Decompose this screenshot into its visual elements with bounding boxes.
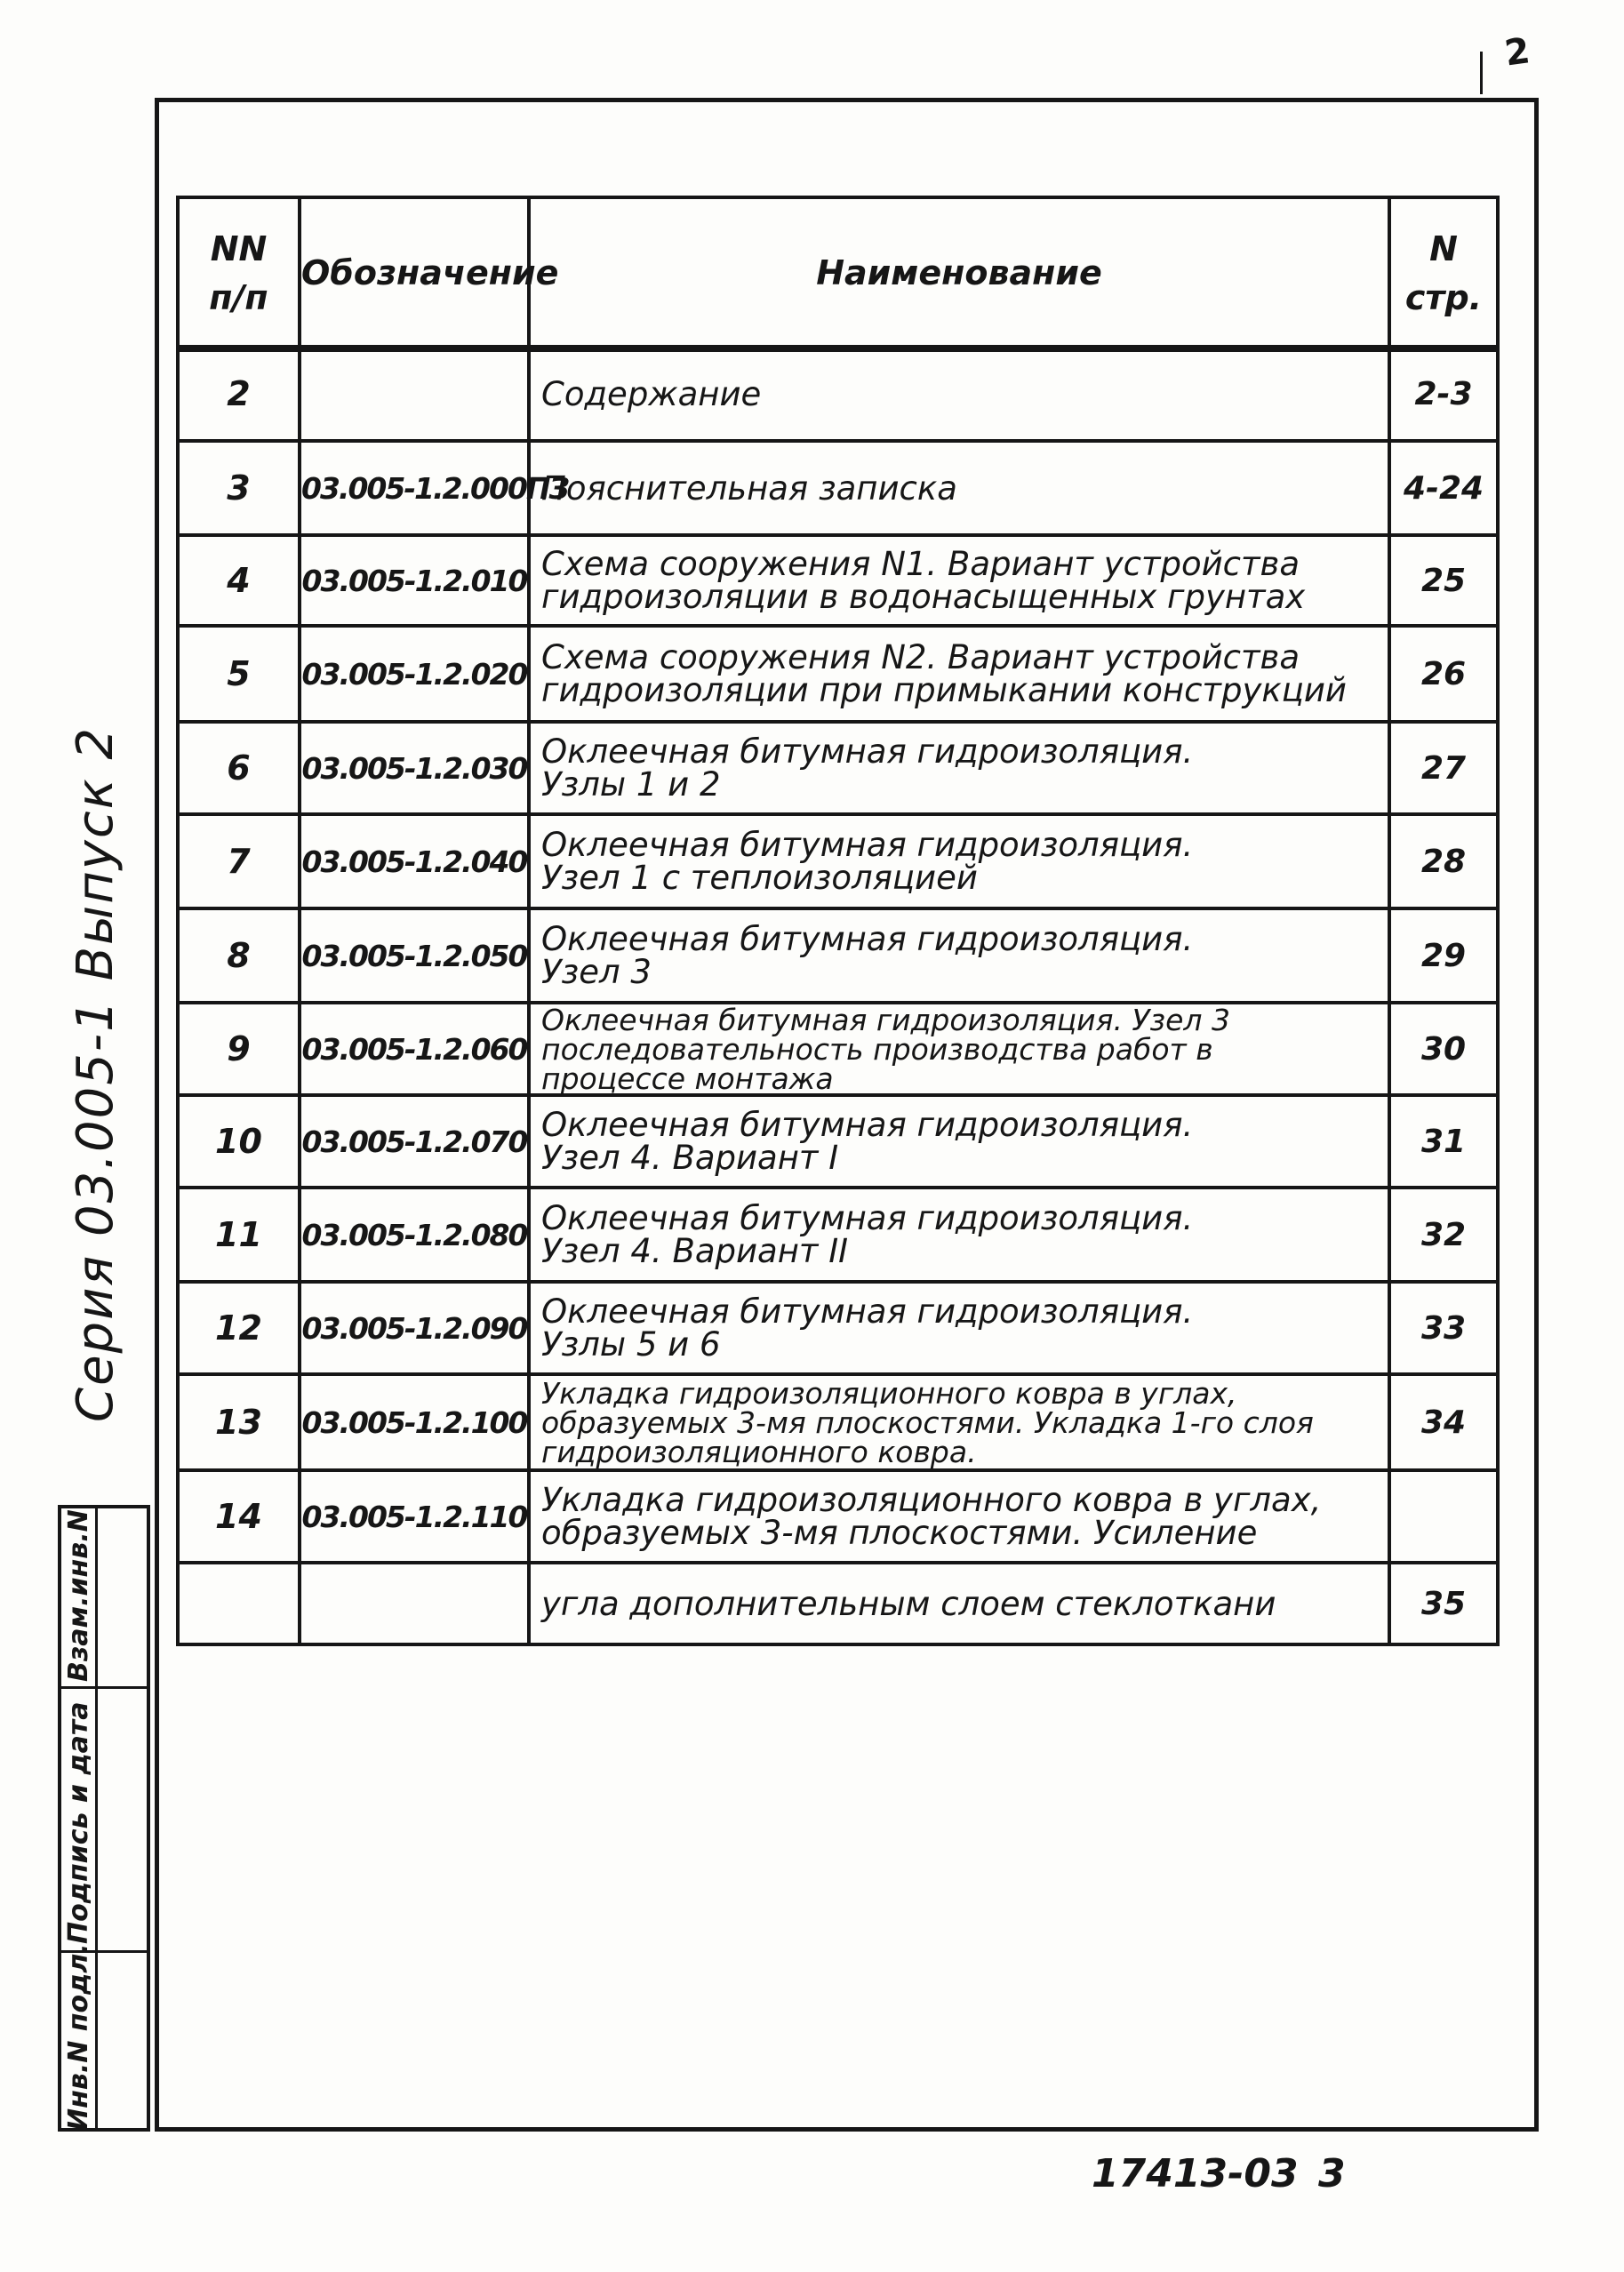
contents-table bbox=[176, 196, 1500, 352]
header-num: NN п/п bbox=[178, 197, 300, 350]
table-row bbox=[178, 1095, 1498, 1188]
stamp-column bbox=[58, 1505, 150, 2132]
header-name: Наименование bbox=[529, 197, 1389, 350]
row-designation: 03.005-1.2.070 bbox=[300, 1095, 529, 1188]
row-title bbox=[529, 347, 1389, 441]
row-title-line: Содержание bbox=[541, 374, 762, 413]
row-designation: 03.005-1.2.100 bbox=[300, 1374, 529, 1470]
row-number: 13 bbox=[178, 1374, 300, 1470]
row-designation: 03.005-1.2.090 bbox=[300, 1282, 529, 1374]
row-title-line: Оклеечная битумная гидроизоляция. bbox=[541, 1292, 1194, 1331]
row-title-line: последовательность производства работ в bbox=[541, 1031, 1213, 1067]
row-title-line: процессе монтажа bbox=[541, 1060, 834, 1096]
row-title-line: гидроизоляционного ковра. bbox=[541, 1434, 977, 1469]
row-page: 28 bbox=[1389, 814, 1498, 908]
row-page: 31 bbox=[1389, 1095, 1498, 1188]
row-title bbox=[529, 722, 1389, 814]
row-designation: 03.005-1.2.020 bbox=[300, 626, 529, 722]
row-title-line: Оклеечная битумная гидроизоляция. bbox=[541, 1199, 1194, 1237]
row-number: 10 bbox=[178, 1095, 300, 1188]
row-title-line: Оклеечная битумная гидроизоляция. bbox=[541, 1106, 1194, 1144]
contents-table-body bbox=[176, 345, 1500, 1646]
row-designation: 03.005-1.2.080 bbox=[300, 1188, 529, 1282]
row-designation bbox=[300, 1563, 529, 1644]
row-title-line: Схема сооружения N1. Вариант устройства bbox=[541, 545, 1300, 583]
row-number: 4 bbox=[178, 535, 300, 626]
row-page: 25 bbox=[1389, 535, 1498, 626]
row-title bbox=[529, 1003, 1389, 1095]
series-label: Серия 03.005-1 Выпуск 2 bbox=[67, 726, 124, 1422]
row-designation: 03.005-1.2.000ПЗ bbox=[300, 441, 529, 535]
row-number: 9 bbox=[178, 1003, 300, 1095]
row-page: 27 bbox=[1389, 722, 1498, 814]
stamp-vzam-label: Взам.инв.N bbox=[63, 1509, 94, 1682]
corner-page-mark: 2 bbox=[1501, 30, 1532, 75]
row-number: 8 bbox=[178, 908, 300, 1003]
row-designation: 03.005-1.2.110 bbox=[300, 1470, 529, 1563]
row-title bbox=[529, 1563, 1389, 1644]
row-page bbox=[1389, 1470, 1498, 1563]
row-number: 2 bbox=[178, 347, 300, 441]
row-title-line: образуемых 3-мя плоскостями. Укладка 1-го слоя bbox=[541, 1404, 1314, 1440]
row-title-line: Укладка гидроизоляционного ковра в углах, bbox=[541, 1481, 1322, 1519]
row-title-line: Узлы 1 и 2 bbox=[541, 765, 721, 804]
stamp-split bbox=[95, 1508, 98, 2128]
row-title bbox=[529, 1374, 1389, 1470]
row-number: 7 bbox=[178, 814, 300, 908]
row-title-line: Узел 3 bbox=[541, 953, 652, 991]
row-title bbox=[529, 1470, 1389, 1563]
table-row bbox=[178, 347, 1498, 441]
row-title-line: образуемых 3-мя плоскостями. Усиление bbox=[541, 1514, 1258, 1552]
row-title-line: Узел 4. Вариант II bbox=[541, 1232, 849, 1270]
row-page: 26 bbox=[1389, 626, 1498, 722]
row-title-line: Схема сооружения N2. Вариант устройства bbox=[541, 638, 1300, 676]
row-page: 33 bbox=[1389, 1282, 1498, 1374]
table-row bbox=[178, 1188, 1498, 1282]
row-title-line: Оклеечная битумная гидроизоляция. bbox=[541, 920, 1194, 958]
row-title-line: Оклеечная битумная гидроизоляция. bbox=[541, 732, 1194, 771]
row-title bbox=[529, 1188, 1389, 1282]
stamp-inv-label: Инв.N подл. bbox=[63, 1943, 94, 2131]
row-page: 34 bbox=[1389, 1374, 1498, 1470]
table-row bbox=[178, 1374, 1498, 1470]
table-row bbox=[178, 1282, 1498, 1374]
row-designation: 03.005-1.2.050 bbox=[300, 908, 529, 1003]
stamp-podpis-label: Подпись и дата bbox=[63, 1701, 94, 1944]
row-number: 6 bbox=[178, 722, 300, 814]
table-header-row bbox=[178, 197, 1498, 350]
row-number: 5 bbox=[178, 626, 300, 722]
row-title bbox=[529, 626, 1389, 722]
corner-divider bbox=[1480, 52, 1483, 94]
row-title-line: Узел 4. Вариант I bbox=[541, 1139, 839, 1177]
row-title-line: Оклеечная битумная гидроизоляция. bbox=[541, 826, 1194, 864]
row-number: 12 bbox=[178, 1282, 300, 1374]
row-title-line: гидроизоляции в водонасыщенных грунтах bbox=[541, 578, 1306, 616]
row-number: 3 bbox=[178, 441, 300, 535]
row-title-line: Узлы 5 и 6 bbox=[541, 1325, 721, 1364]
table-row bbox=[178, 535, 1498, 626]
row-page: 2-3 bbox=[1389, 347, 1498, 441]
row-title-line: Пояснительная записка bbox=[541, 468, 957, 508]
stamp-divider bbox=[61, 1686, 147, 1689]
table-row bbox=[178, 908, 1498, 1003]
row-designation bbox=[300, 347, 529, 441]
row-title bbox=[529, 1095, 1389, 1188]
row-title-line: Оклеечная битумная гидроизоляция. Узел 3 bbox=[541, 1002, 1230, 1037]
table-row bbox=[178, 1470, 1498, 1563]
table-row bbox=[178, 814, 1498, 908]
row-title bbox=[529, 1282, 1389, 1374]
table-row bbox=[178, 722, 1498, 814]
row-title bbox=[529, 814, 1389, 908]
row-number: 14 bbox=[178, 1470, 300, 1563]
row-title-line: гидроизоляции при примыкании конструкций bbox=[541, 671, 1347, 709]
row-designation: 03.005-1.2.010 bbox=[300, 535, 529, 626]
header-page: N стр. bbox=[1389, 197, 1498, 350]
row-page: 4-24 bbox=[1389, 441, 1498, 535]
sheet-number: 3 bbox=[1318, 2151, 1346, 2196]
row-title-line: угла дополнительным слоем стеклоткани bbox=[541, 1584, 1276, 1623]
table-row bbox=[178, 1003, 1498, 1095]
row-page: 32 bbox=[1389, 1188, 1498, 1282]
row-page: 35 bbox=[1389, 1563, 1498, 1644]
row-title bbox=[529, 908, 1389, 1003]
row-designation: 03.005-1.2.030 bbox=[300, 722, 529, 814]
row-page: 29 bbox=[1389, 908, 1498, 1003]
row-designation: 03.005-1.2.040 bbox=[300, 814, 529, 908]
row-number: 11 bbox=[178, 1188, 300, 1282]
row-title bbox=[529, 535, 1389, 626]
table-row bbox=[178, 441, 1498, 535]
row-title-line: Узел 1 с теплоизоляцией bbox=[541, 859, 978, 897]
header-code: Обозначение bbox=[300, 197, 529, 350]
doc-code: 17413-03 bbox=[1092, 2151, 1299, 2196]
row-page: 30 bbox=[1389, 1003, 1498, 1095]
table-row bbox=[178, 1563, 1498, 1644]
row-number bbox=[178, 1563, 300, 1644]
row-designation: 03.005-1.2.060 bbox=[300, 1003, 529, 1095]
row-title-line: Укладка гидроизоляционного ковра в углах, bbox=[541, 1375, 1237, 1411]
row-title bbox=[529, 441, 1389, 535]
table-row bbox=[178, 626, 1498, 722]
